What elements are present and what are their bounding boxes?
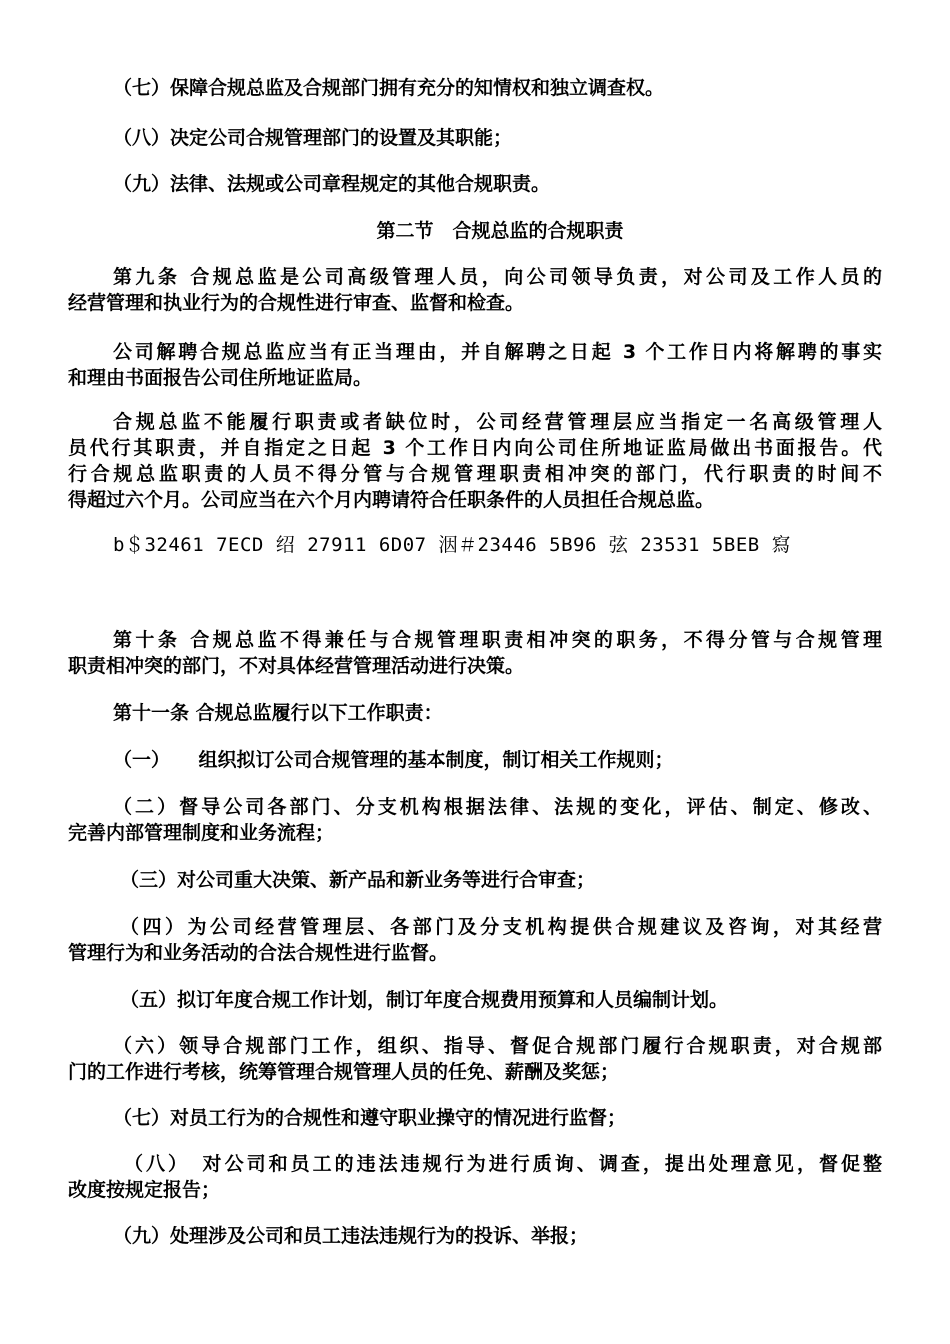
article-11-intro: 第十一条 合规总监履行以下工作职责： <box>113 702 443 724</box>
garbled-code-line: b＄32461 7ECD 绍 27911 6D07 洇＃23446 5B96 弦 23531 5BEB 寫 <box>113 534 792 556</box>
duty-item-9: （九）处理涉及公司和员工违法违规行为的投诉、举报； <box>113 1225 589 1247</box>
vacancy-line-1: 合规总监不能履行职责或者缺位时，公司经营管理层应当指定一名高级管理人 <box>113 411 882 433</box>
paragraph-item-7-top: （七）保障合规总监及合规部门拥有充分的知情权和独立调查权。 <box>113 77 665 99</box>
duty-item-3: （三）对公司重大决策、新产品和新业务等进行合审查； <box>120 869 596 891</box>
dismissal-line-2: 和理由书面报告公司住所地证监局。 <box>68 367 373 389</box>
duty-item-6-line-1: （六）领导合规部门工作，组织、指导、督促合规部门履行合规职责，对合规部 <box>113 1035 882 1057</box>
duty-item-8-line-2: 改度按规定报告； <box>68 1179 221 1201</box>
duty-item-4-line-2: 管理行为和业务活动的合法合规性进行监督。 <box>68 942 449 964</box>
article-10-line-1: 第十条 合规总监不得兼任与合规管理职责相冲突的职务，不得分管与合规管理 <box>113 629 882 651</box>
duty-item-6-line-2: 门的工作进行考核，统筹管理合规管理人员的任免、薪酬及奖惩； <box>68 1061 620 1083</box>
duty-item-7: （七）对员工行为的合规性和遵守职业操守的情况进行监督； <box>113 1107 627 1129</box>
duty-item-8-line-1: （八） 对公司和员工的违法违规行为进行质询、调查，提出处理意见，督促整 <box>124 1153 882 1175</box>
article-9-line-2: 经营管理和执业行为的合规性进行审查、监督和检查。 <box>68 292 525 314</box>
duty-item-2-line-1: （二）督导公司各部门、分支机构根据法律、法规的变化，评估、制定、修改、 <box>113 796 882 818</box>
paragraph-item-8-top: （八）决定公司合规管理部门的设置及其职能； <box>113 127 513 149</box>
article-9-line-1: 第九条 合规总监是公司高级管理人员，向公司领导负责，对公司及工作人员的 <box>113 266 882 288</box>
duty-item-5: （五）拟订年度合规工作计划，制订年度合规费用预算和人员编制计划。 <box>120 989 729 1011</box>
duty-item-2-line-2: 完善内部管理制度和业务流程； <box>68 822 335 844</box>
vacancy-line-3: 行合规总监职责的人员不得分管与合规管理职责相冲突的部门，代行职责的时间不 <box>68 463 882 485</box>
paragraph-item-9-top: （九）法律、法规或公司章程规定的其他合规职责。 <box>113 173 551 195</box>
duty-item-4-line-1: （四）为公司经营管理层、各部门及分支机构提供合规建议及咨询，对其经营 <box>120 916 882 938</box>
vacancy-line-4: 得超过六个月。公司应当在六个月内聘请符合任职条件的人员担任合规总监。 <box>68 489 715 511</box>
article-10-line-2: 职责相冲突的部门，不对具体经营管理活动进行决策。 <box>68 655 525 677</box>
section-title: 第二节 合规总监的合规职责 <box>376 220 624 242</box>
dismissal-line-1: 公司解聘合规总监应当有正当理由，并自解聘之日起 3 个工作日内将解聘的事实 <box>113 341 882 363</box>
duty-item-1: （一） 组织拟订公司合规管理的基本制度，制订相关工作规则； <box>113 749 674 771</box>
vacancy-line-2: 员代行其职责，并自指定之日起 3 个工作日内向公司住所地证监局做出书面报告。代 <box>68 437 882 459</box>
